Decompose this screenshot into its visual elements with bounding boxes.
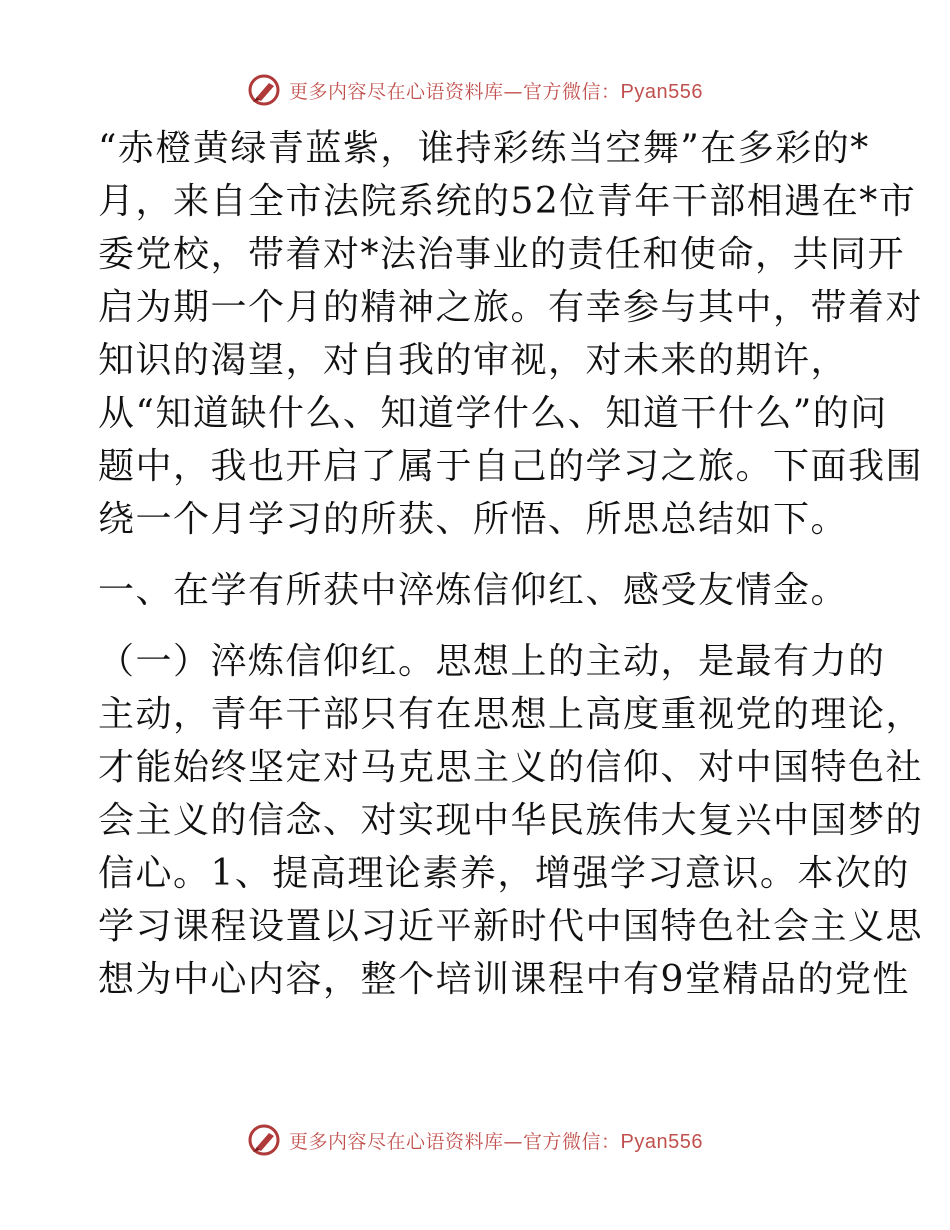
paragraph-line: 委党校，带着对*法治事业的责任和使命，共同开 bbox=[98, 234, 906, 275]
pen-nib-logo-icon bbox=[247, 1123, 281, 1157]
pen-nib-logo-icon bbox=[247, 73, 281, 107]
paragraph-line: “赤橙黄绿青蓝紫，谁持彩练当空舞”在多彩的* bbox=[98, 128, 870, 169]
wechat-id: Pyan556 bbox=[620, 1130, 703, 1153]
watermark-text: 更多内容尽在心语资料库—官方微信：Pyan556 bbox=[289, 1130, 703, 1153]
paragraph-line: 知识的渴望，对自我的审视，对未来的期许， bbox=[98, 340, 849, 381]
document-body bbox=[98, 122, 924, 1006]
paragraph-line: 绕一个月学习的所获、所悟、所思总结如下。 bbox=[98, 499, 849, 540]
paragraph-line: 月，来自全市法院系统的52位青年干部相遇在*市 bbox=[98, 181, 917, 222]
watermark-text: 更多内容尽在心语资料库—官方微信：Pyan556 bbox=[289, 80, 703, 103]
paragraph-line: 会主义的信念、对实现中华民族伟大复兴中国梦的 bbox=[98, 800, 924, 841]
wechat-id: Pyan556 bbox=[620, 80, 703, 103]
paragraph-line: （一）淬炼信仰红。思想上的主动，是最有力的 bbox=[98, 641, 886, 682]
paragraph-line: 主动，青年干部只有在思想上高度重视党的理论， bbox=[98, 694, 924, 735]
footer-watermark bbox=[0, 1118, 950, 1162]
paragraph-line: 学习课程设置以习近平新时代中国特色社会主义思 bbox=[98, 906, 924, 947]
section-heading: 一、在学有所获中淬炼信仰红、感受友情金。 bbox=[98, 570, 849, 611]
header-watermark bbox=[0, 68, 950, 112]
paragraph-line: 题中，我也开启了属于自己的学习之旅。下面我围 bbox=[98, 446, 924, 487]
paragraph-line: 信心。1、提高理论素养，增强学习意识。本次的 bbox=[98, 853, 910, 894]
paragraph-line: 才能始终坚定对马克思主义的信仰、对中国特色社 bbox=[98, 747, 924, 788]
paragraph-line: 从“知道缺什么、知道学什么、知道干什么”的问 bbox=[98, 393, 888, 434]
paragraph-line: 想为中心内容，整个培训课程中有9堂精品的党性 bbox=[98, 959, 910, 1000]
paragraph-line: 启为期一个月的精神之旅。有幸参与其中，带着对 bbox=[98, 287, 924, 328]
